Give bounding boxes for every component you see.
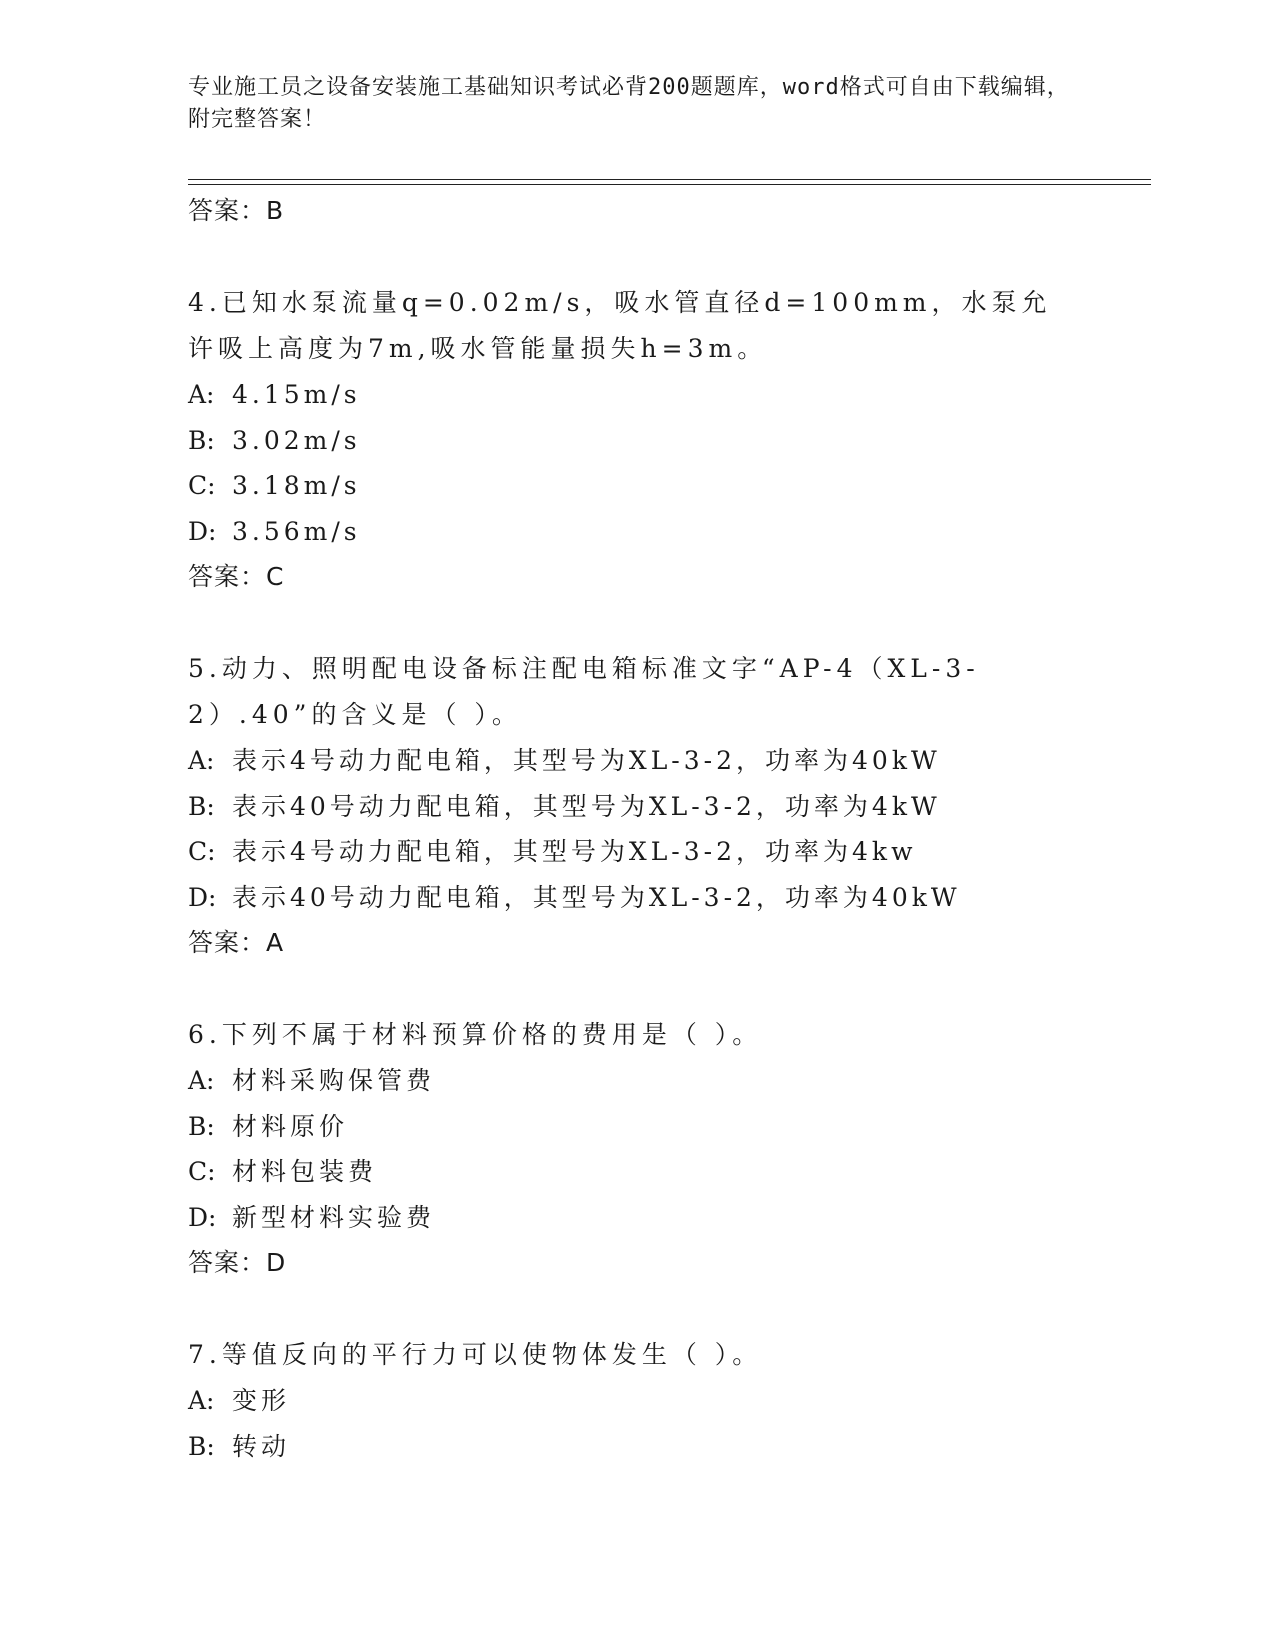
option-a [188, 1378, 1151, 1424]
option-letter: D: [188, 1202, 217, 1232]
option-c [188, 463, 1151, 509]
question-item [188, 646, 1151, 966]
question-item [188, 280, 1151, 600]
option-letter: A: [188, 746, 215, 775]
option-text: 表示40号动力配电箱，其型号为XL-3-2，功率为4kW [232, 791, 941, 821]
option-letter: A: [188, 1386, 215, 1415]
question-list [188, 188, 1151, 1469]
option-text: 转动 [232, 1431, 291, 1461]
option-letter: B: [188, 425, 215, 455]
option-text: 4.15m/s [232, 380, 361, 409]
option-a [188, 372, 1151, 418]
header-divider-line [188, 179, 1151, 180]
option-d [188, 509, 1151, 555]
option-letter: C: [188, 1157, 216, 1186]
question-item [188, 1332, 1151, 1469]
option-text: 3.18m/s [232, 471, 361, 500]
option-b [188, 1424, 1151, 1470]
question-text: 4.已知水泵流量q=0.02m/s，吸水管直径d=100mm，水泵允许吸上高度为7m,吸水管能量损失h=3m。 [188, 288, 1052, 363]
answer-line: 答案：C [188, 562, 285, 591]
option-text: 新型材料实验费 [232, 1202, 436, 1232]
option-letter: B: [188, 1431, 215, 1461]
page-header-title: 专业施工员之设备安装施工基础知识考试必背200题题库，word格式可自由下载编辑，附完整答案！ [188, 75, 1070, 132]
option-a [188, 738, 1151, 784]
answer-line: 答案：B [188, 196, 285, 225]
option-letter: D: [188, 516, 217, 546]
answer-line: 答案：A [188, 928, 285, 957]
option-b [188, 418, 1151, 464]
option-a [188, 1058, 1151, 1104]
option-b [188, 1104, 1151, 1150]
question-item [188, 1012, 1151, 1286]
option-letter: C: [188, 471, 216, 500]
option-b [188, 784, 1151, 830]
option-text: 表示40号动力配电箱，其型号为XL-3-2，功率为40kW [232, 882, 961, 912]
option-letter: C: [188, 837, 216, 866]
option-letter: A: [188, 1066, 215, 1095]
option-text: 表示4号动力配电箱，其型号为XL-3-2，功率为4kw [232, 837, 917, 866]
option-d [188, 1195, 1151, 1241]
option-text: 材料包装费 [232, 1157, 378, 1186]
question-text: 5.动力、照明配电设备标注配电箱标准文字“AP-4（XL-3-2）.40”的含义是（ ）。 [188, 654, 980, 729]
answer-line: 答案：D [188, 1248, 287, 1277]
option-d [188, 875, 1151, 921]
option-text: 表示4号动力配电箱，其型号为XL-3-2，功率为40kW [232, 746, 941, 775]
option-c [188, 1149, 1151, 1195]
option-c [188, 829, 1151, 875]
question-text: 7.等值反向的平行力可以使物体发生（ ）。 [188, 1340, 763, 1369]
option-text: 变形 [232, 1386, 291, 1415]
question-text: 6.下列不属于材料预算价格的费用是（ ）。 [188, 1020, 763, 1049]
option-letter: B: [188, 791, 215, 821]
option-letter: D: [188, 882, 217, 912]
option-letter: A: [188, 380, 215, 409]
option-text: 3.56m/s [232, 516, 361, 546]
header-divider-line [188, 184, 1151, 185]
option-text: 3.02m/s [232, 425, 361, 455]
option-letter: B: [188, 1111, 215, 1141]
option-text: 材料原价 [232, 1111, 349, 1141]
option-text: 材料采购保管费 [232, 1066, 436, 1095]
